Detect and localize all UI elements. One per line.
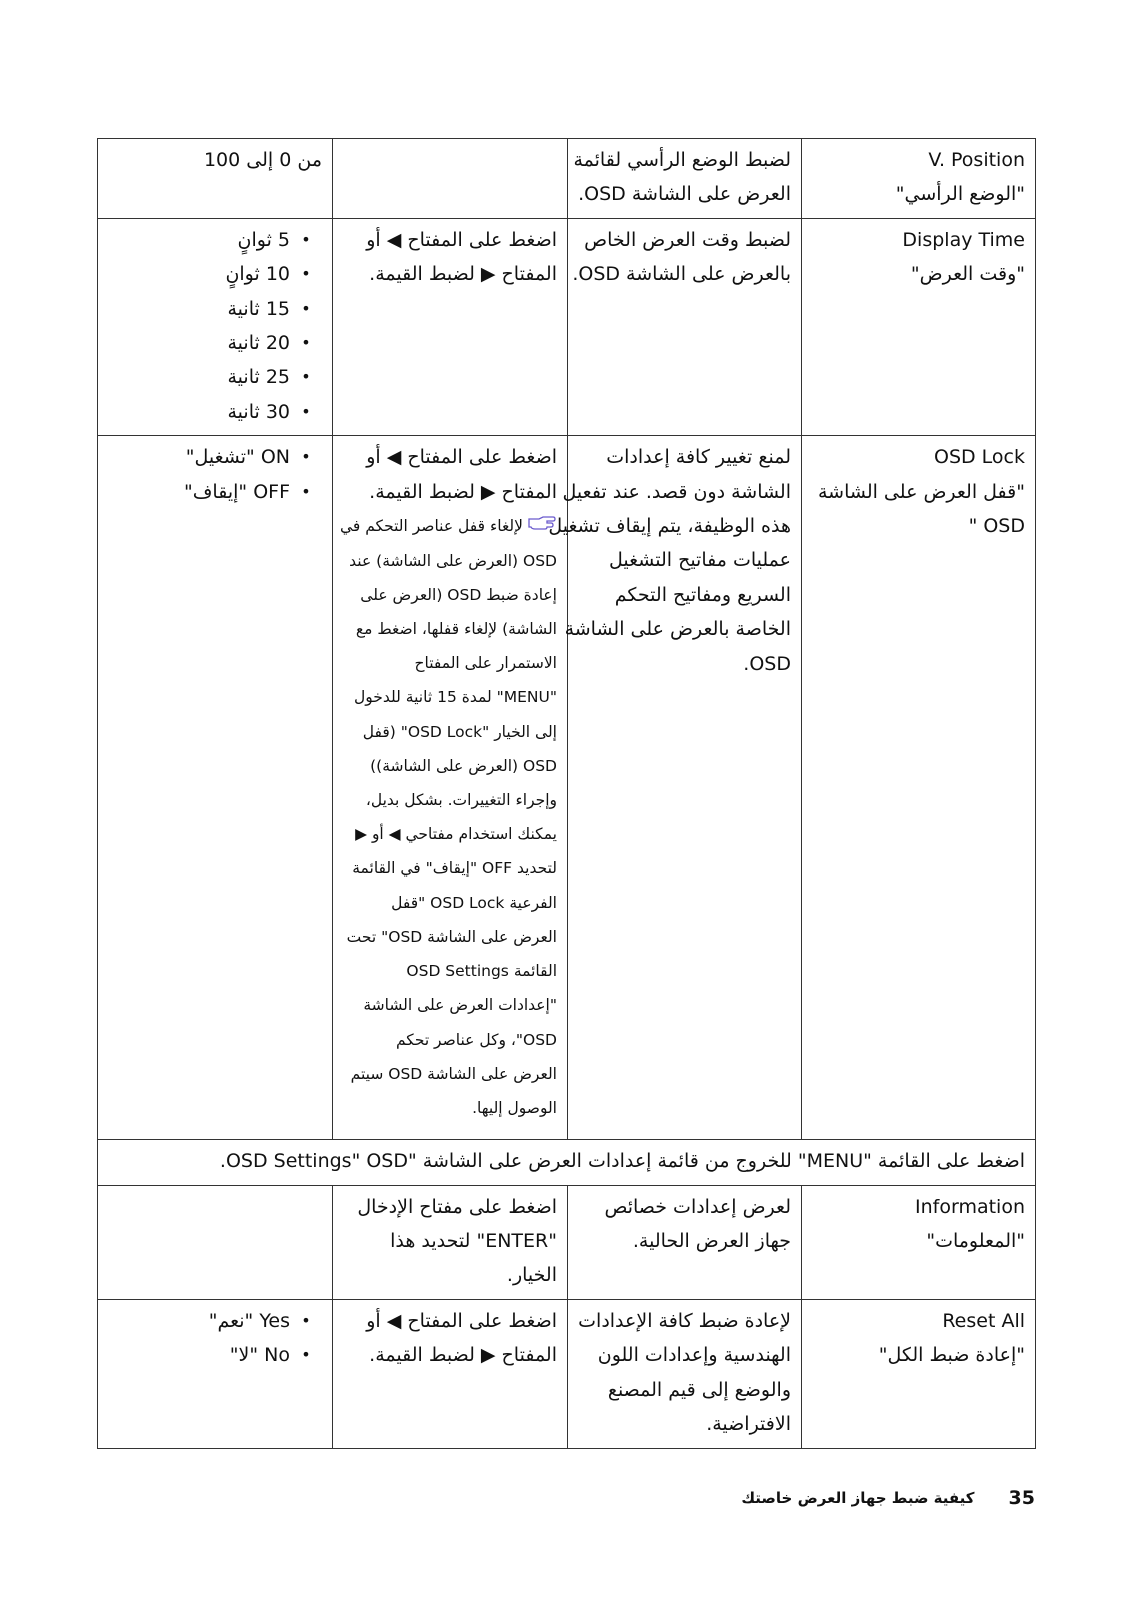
description-line: لمنع تغيير كافة إعدادات [606,446,791,469]
value-option: • 25 ثانية [108,360,322,394]
value-option: • ON "تشغيل" [108,440,322,474]
bullet-icon: • [301,447,311,467]
note-line: القائمة OSD Settings [406,962,557,981]
note-line: "MENU" لمدة 15 ثانية للدخول [354,688,557,707]
item-cell [802,218,1036,435]
row-display-time [98,218,1036,435]
bullet-icon: • [301,1310,311,1330]
description-line: الخاصة بالعرض على الشاشة [564,618,791,641]
item-name-arabic: "الوضع الرأسي" [895,183,1025,206]
operation-line: المفتاح ▶ لضبط القيمة. [369,1344,557,1367]
bullet-icon: • [301,298,311,318]
operation-cell [333,218,568,435]
description-line: الافتراضية. [706,1413,791,1436]
item-cell [802,1185,1036,1299]
operation-line: اضغط على المفتاح ◀ أو [366,446,557,469]
description-line: لعرض إعدادات خصائص [604,1195,791,1218]
item-name-arabic: "وقت العرض" [910,263,1025,286]
operation-cell [333,1299,568,1448]
note-line: لإلغاء قفل عناصر التحكم في [343,509,557,544]
bullet-icon: • [301,481,311,501]
description-line: والوضع إلى قيم المصنع [607,1378,791,1401]
item-name-arabic: "المعلومات" [926,1230,1025,1253]
values-cell [98,1299,333,1448]
description-cell [568,139,802,219]
note-line: OSD (العرض على الشاشة)) [370,756,557,775]
note-line: OSD (العرض على الشاشة) عند [349,551,557,570]
description-line: هذه الوظيفة، يتم إيقاف تشغيل [548,515,791,538]
value-option: • No "لا" [108,1338,322,1372]
note-line: الفرعية OSD Lock "قفل [391,893,557,912]
page-footer [741,1487,1035,1509]
description-cell [548,436,802,1140]
operation-line: "ENTER" لتحديد هذا [390,1230,557,1253]
value-option: • OFF "إيقاف" [108,475,322,509]
description-line: بالعرض على الشاشة OSD. [572,263,791,286]
item-name-arabic: OSD " [968,515,1025,538]
exit-instruction: اضغط على القائمة "MENU" للخروج من قائمة إعدادات العرض على الشاشة "OSD Settings" OSD. [219,1150,1025,1173]
description-line: لضبط وقت العرض الخاص [584,228,791,251]
description-line: OSD. [743,652,791,675]
values-cell [98,1185,333,1299]
note-line: الشاشة) لإلغاء قفلها، اضغط مع [355,620,557,639]
operation-line: الخيار. [506,1264,557,1287]
bullet-icon: • [301,401,311,421]
chapter-title: كيفية ضبط جهاز العرض خاصتك [741,1489,975,1507]
value-option: • 5 ثوانٍ [108,223,322,257]
value-option: • 15 ثانية [108,292,322,326]
values-cell [98,436,333,1140]
row-reset-all [98,1299,1036,1448]
note-line: وإجراء التغييرات. بشكل بديل، [365,791,557,810]
operation-cell [333,139,568,219]
operation-line: اضغط على المفتاح ◀ أو [366,228,557,251]
item-name: Reset All [942,1309,1025,1332]
operation-cell [333,436,568,1140]
item-name: Display Time [902,228,1025,251]
description-line: الهندسية وإعدادات اللون [597,1344,791,1367]
item-cell [802,139,1036,219]
bullet-icon: • [301,367,311,387]
value-option: • 10 ثوانٍ [108,257,322,291]
item-cell [802,1299,1036,1448]
item-name: V. Position [928,149,1025,171]
value-option: • Yes "نعم" [108,1304,322,1338]
operation-line: اضغط على مفتاح الإدخال [357,1195,557,1218]
bullet-icon: • [301,333,311,353]
item-cell [802,436,1036,1140]
note-line: العرض على الشاشة OSD" تحت [346,927,557,946]
value-range: من 0 إلى 100 [203,149,322,171]
page-number: 35 [1008,1487,1035,1509]
row-information [98,1185,1036,1299]
note-line: إلى الخيار "OSD Lock" (قفل [362,722,557,741]
operation-cell [333,1185,568,1299]
note-line: لتحديد OFF "إيقاف" في القائمة [352,859,557,878]
item-name: OSD Lock [933,446,1025,469]
description-line: العرض على الشاشة OSD. [578,183,791,206]
bullet-icon: • [301,229,311,249]
description-line: عمليات مفاتيح التشغيل [608,549,791,572]
item-name: Information [915,1195,1025,1218]
note-line: "إعدادات العرض على الشاشة [363,996,557,1015]
operation-line: المفتاح ▶ لضبط القيمة. [369,480,557,503]
note-line: الوصول إليها. [472,1098,557,1117]
description-cell [568,1299,802,1448]
note-line: يمكنك استخدام مفتاحي ◀ أو ▶ [355,825,557,844]
description-line: الشاشة دون قصد. عند تفعيل [562,480,791,503]
values-cell [98,139,333,219]
value-option: • 20 ثانية [108,326,322,360]
description-line: لضبط الوضع الرأسي لقائمة [573,149,791,171]
operation-line: اضغط على المفتاح ◀ أو [366,1309,557,1332]
value-option: • 30 ثانية [108,395,322,429]
item-name-arabic: "إعادة ضبط الكل" [878,1344,1025,1367]
item-name-arabic: "قفل العرض على الشاشة [817,480,1025,503]
row-v-position [98,139,1036,219]
description-line: جهاز العرض الحالية. [632,1230,791,1253]
note-line: العرض على الشاشة OSD سيتم [350,1064,557,1083]
osd-settings-table [97,138,1036,1449]
description-line: لإعادة ضبط كافة الإعدادات [578,1309,791,1332]
exit-instruction-cell [98,1140,1036,1185]
note-line: إعادة ضبط OSD (العرض على [360,585,557,604]
values-cell [98,218,333,435]
row-exit-note [98,1140,1036,1185]
bullet-icon: • [301,264,311,284]
row-osd-lock [98,436,1036,1140]
operation-line: المفتاح ▶ لضبط القيمة. [369,263,557,286]
note-line: الاستمرار على المفتاح [414,654,557,673]
description-cell [568,1185,802,1299]
bullet-icon: • [301,1345,311,1365]
description-line: السريع ومفاتيح التحكم [614,583,791,606]
description-cell [568,218,802,435]
note-line: OSD"، وكل عناصر تحكم [395,1030,557,1049]
